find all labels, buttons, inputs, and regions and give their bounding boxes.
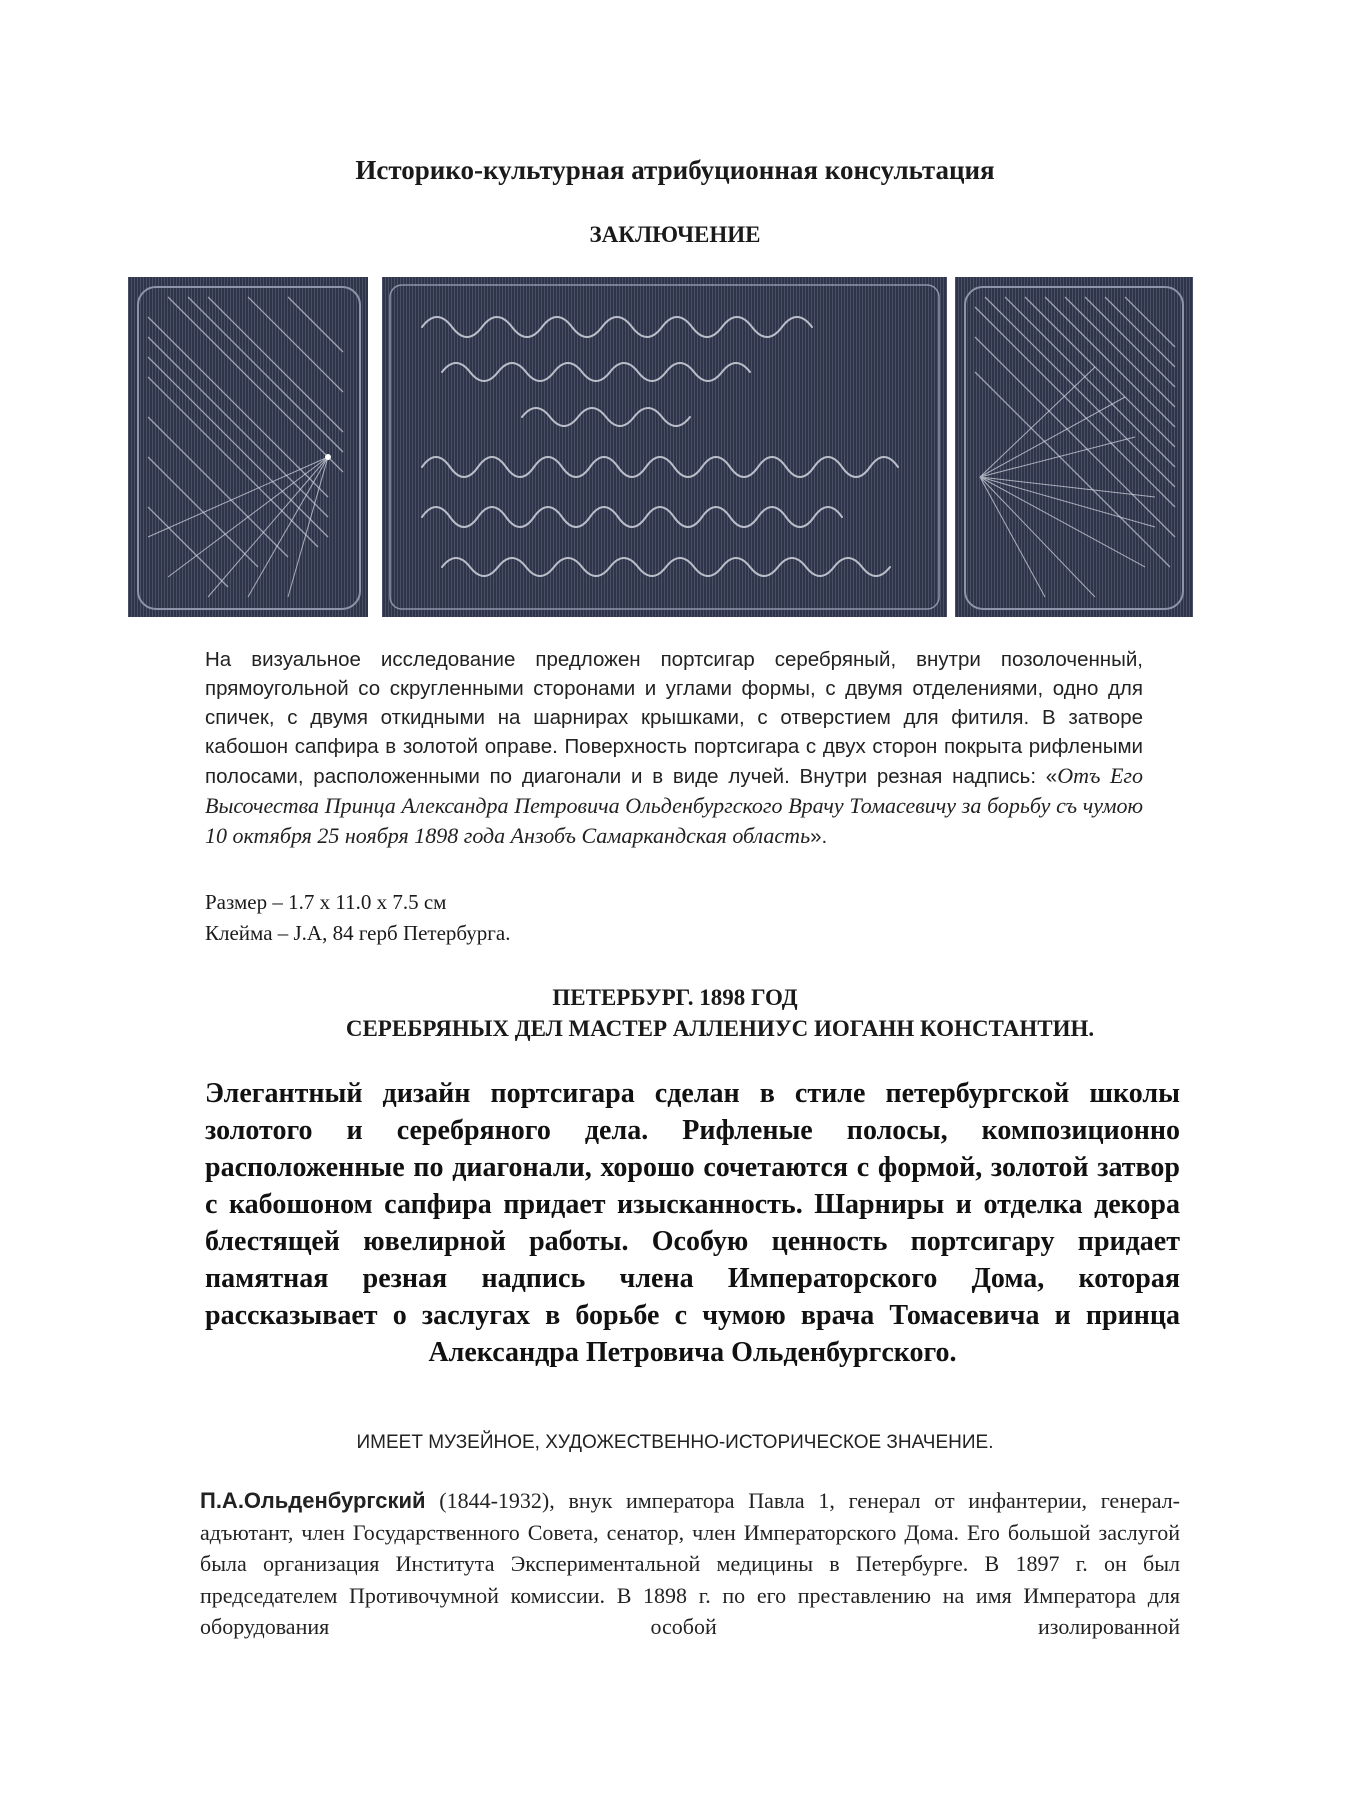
- bio-name: П.А.Ольденбургский: [200, 1488, 426, 1513]
- assessment-paragraph: Элегантный дизайн портсигара сделан в стиле петербургской школы золотого и серебряного дела. Рифленые полосы, композиционно расположенные по диагонали, хорошо сочетаются с формой, золотой затвор с кабошоном сапфира придает изысканность. Шарниры и отделка декора блестящей ювелирной работы. Особую ценность портсигару придает памятная резная надпись члена Императорского Дома, которая рассказывает о заслугах в борьбе с чумою врача Томасевича и принца Александра Петровича Ольденбургского.: [205, 1078, 1180, 1368]
- photo-right-side: [955, 277, 1193, 617]
- photo-left-side: [128, 277, 368, 617]
- item-size: Размер – 1.7 х 11.0 х 7.5 см: [205, 890, 447, 914]
- inscription-quote: Отъ Его Высочества Принца Александра Петровича Ольденбургского Врачу Томасевичу за борьбу съ чумою 10 октября 25 ноября 1898 года Анзобъ Самаркандская область: [205, 763, 1143, 848]
- bio-text: (1844-1932), внук императора Павла 1, генерал от инфантерии, генерал-адъютант, член Государственного Совета, сенатор, член Императорского Дома. Его большой заслугой была организация Института Экспериментальной медицины в Петербурге. В 1897 г. он был председателем Противочумной комиссии. В 1898 г. по его преставлению на имя Императора для оборудования особой изолированной: [200, 1488, 1180, 1639]
- maker-heading: СЕРЕБРЯНЫХ ДЕЛ МАСТЕР АЛЛЕНИУС ИОГАНН КОНСТАНТИН.: [345, 1016, 1095, 1041]
- description-text: На визуальное исследование предложен портсигар серебряный, внутри позолоченный, прямоугольной со скругленными сторонами и углами формы, с двумя отделениями, одно для спичек, с двумя откидными на шарнирах крышками, с отверстием для фитиля. В затворе кабошон сапфира в золотой оправе. Поверхность портсигара с двух сторон покрыта рифлеными полосами, расположенными по диагонали и в виде лучей. Внутри резная надпись: «: [205, 648, 1143, 788]
- quote-end: ».: [810, 825, 828, 848]
- bio-paragraph: [200, 1485, 1180, 1643]
- page-title: Историко-культурная атрибуционная консультация: [355, 155, 995, 185]
- item-hallmarks: Клейма – J.A, 84 герб Петербурга.: [205, 921, 511, 945]
- significance-statement: ИМЕЕТ МУЗЕЙНОЕ, ХУДОЖЕСТВЕННО-ИСТОРИЧЕСКОЕ ЗНАЧЕНИЕ.: [356, 1432, 994, 1453]
- conclusion-label: ЗАКЛЮЧЕНИЕ: [589, 222, 761, 247]
- photo-inscription: [382, 277, 947, 617]
- origin-heading: ПЕТЕРБУРГ. 1898 ГОД: [552, 985, 798, 1010]
- item-description: [205, 645, 1143, 851]
